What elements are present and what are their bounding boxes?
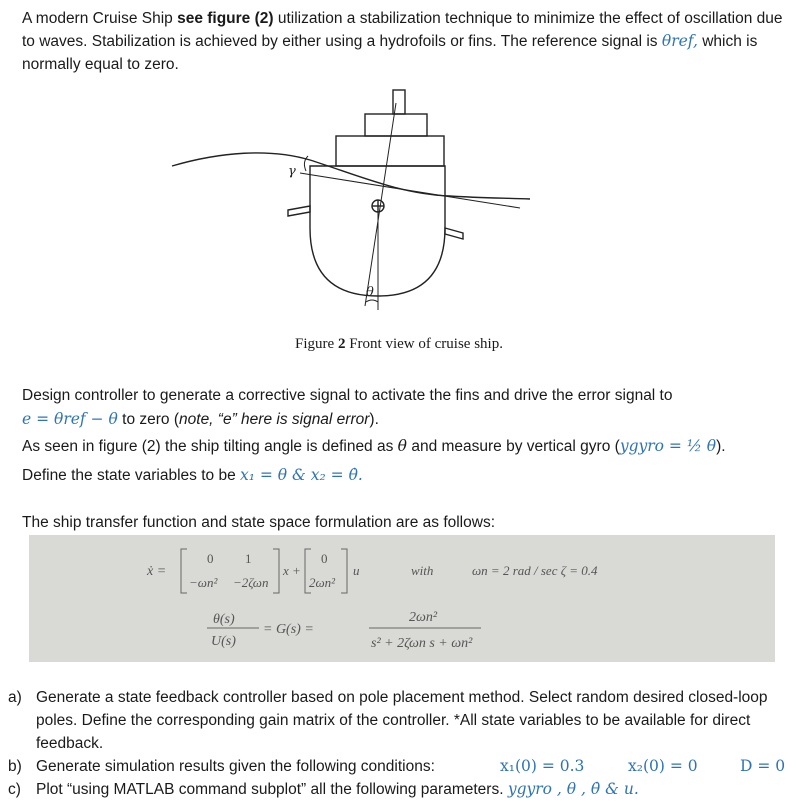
eq-b1: 0 [321, 551, 328, 566]
left-fin [288, 206, 310, 216]
gyro-equation: ygyro = ½ θ [619, 437, 717, 455]
wave-line [172, 153, 530, 199]
design-text-4a: Define the state variables to be [22, 467, 240, 484]
condition-x1: x₁(0) = 0.3 [500, 757, 585, 775]
design-line-3 [22, 435, 784, 458]
theta-arc [366, 300, 378, 302]
theta-label: θ [366, 285, 374, 300]
question-list [8, 686, 788, 801]
question-a [8, 686, 788, 755]
caption-text: Front view of cruise ship. [349, 336, 503, 352]
eq-a11: 0 [207, 551, 214, 566]
design-text-2c: ). [369, 411, 379, 428]
ship-figure [160, 78, 540, 318]
eq-g-denominator: s² + 2ζωn s + ωn² [371, 636, 473, 651]
eq-tf-numerator: θ(s) [213, 612, 235, 627]
caption-prefix: Figure [295, 336, 335, 352]
design-text-2a: to zero ( [117, 411, 180, 428]
eq-with: with [411, 563, 434, 578]
theta-symbol: θ [397, 437, 408, 455]
design-text-3a: As seen in figure (2) the ship tilting angle is defined as [22, 438, 398, 455]
design-line-1: Design controller to generate a corrective signal to activate the fins and drive the error signal to [22, 387, 673, 404]
question-label: a) [8, 689, 22, 706]
intro-text-2: utilization a stabilization technique to minimize the effect of oscillation due to waves. Stabilization is achieved by either using a hydrofoils or fins. The reference signal is [22, 10, 783, 50]
eq-u: u [353, 563, 360, 578]
eq-g-numerator: 2ωn² [409, 610, 438, 625]
eq-tf-equals: = G(s) = [263, 622, 314, 637]
question-text: Generate simulation results given the following conditions: [36, 758, 435, 775]
intro-text: A modern Cruise Ship [22, 10, 178, 27]
design-text-3b: and measure by vertical gyro ( [407, 438, 620, 455]
gamma-label: γ [288, 164, 296, 179]
equation-image [29, 535, 775, 662]
design-line-5: The ship transfer function and state space formulation are as follows: [22, 514, 495, 531]
eq-tf-denominator: U(s) [211, 634, 236, 649]
matrix-a-left-bracket [181, 549, 187, 593]
eq-x-plus: x + [283, 563, 301, 578]
tilted-axis [365, 103, 396, 306]
question-label: c) [8, 781, 21, 798]
eq-a22: −2ζωn [233, 575, 269, 590]
design-line-2 [22, 408, 784, 431]
question-c [8, 778, 788, 801]
question-text: Plot “using MATLAB command subplot” all the following parameters. [36, 781, 508, 798]
ship-upper-deck [365, 114, 427, 136]
design-text-3c: ). [716, 438, 726, 455]
figure-caption [0, 336, 798, 353]
eq-a21: −ωn² [189, 575, 218, 590]
condition-x2: x₂(0) = 0 [628, 757, 698, 775]
horizon-line [300, 173, 520, 208]
intro-paragraph [22, 7, 784, 76]
figure-reference: see figure (2) [177, 10, 274, 27]
question-text: Generate a state feedback controller based on pole placement method. Select random desired closed-loop poles. Define the corresponding gain matrix of the controller. *All state variables to be available for direct feedback. [36, 689, 768, 752]
eq-xdot: ẋ = [147, 564, 167, 579]
theta-ref-symbol: θref, [661, 32, 698, 50]
condition-d: D = 0 [740, 757, 786, 775]
plot-variables: ygyro , θ , θ̇ & u. [507, 780, 639, 798]
question-label: b) [8, 758, 22, 775]
error-equation: e = θref − θ [22, 410, 118, 428]
question-b [8, 755, 788, 778]
right-fin [445, 228, 463, 239]
matrix-b-right-bracket [341, 549, 347, 593]
state-equation: x₁ = θ & x₂ = θ̇. [240, 466, 363, 484]
design-text-2b: note, “e” here is signal error [179, 411, 370, 428]
eq-b2: 2ωn² [309, 575, 336, 590]
caption-number: 2 [337, 336, 346, 352]
design-line-4 [22, 464, 784, 487]
matrix-a-right-bracket [273, 549, 279, 593]
eq-params: ωn = 2 rad / sec ζ = 0.4 [472, 563, 598, 578]
intro-text-3: which is normally equal to zero. [22, 33, 758, 73]
eq-a12: 1 [245, 551, 252, 566]
